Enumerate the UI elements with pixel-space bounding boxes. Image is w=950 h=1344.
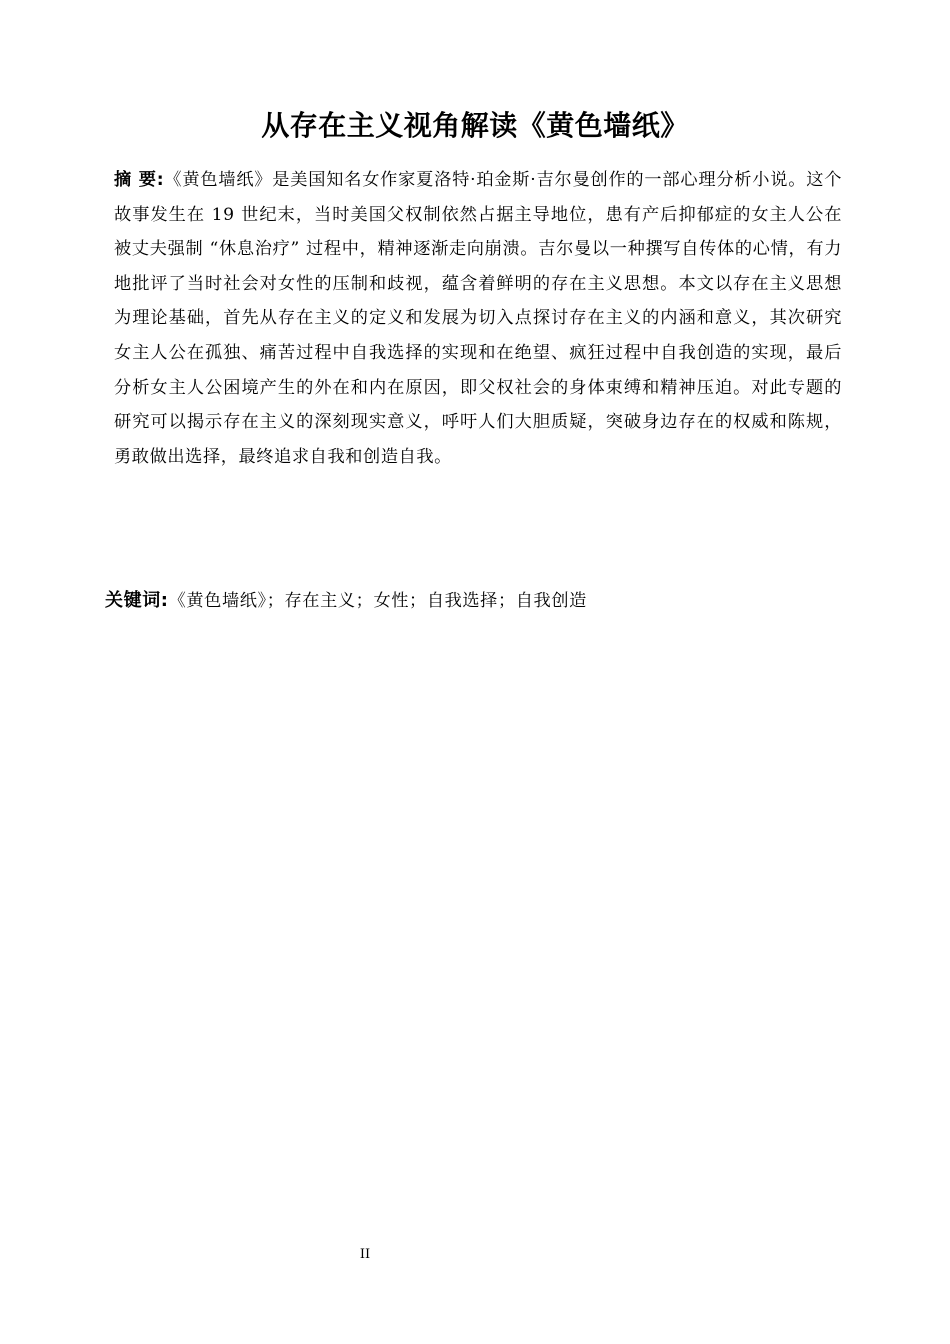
abstract-paragraph — [114, 163, 842, 474]
keywords-line — [105, 584, 845, 618]
abstract-text: 《黄色墙纸》是美国知名女作家夏洛特·珀金斯·吉尔曼创作的一部心理分析小说。这个故事发生在 19 世纪末，当时美国父权制依然占据主导地位，患有产后抑郁症的女主人公在被丈夫强制 “休息治疗” 过程中，精神逐渐走向崩溃。吉尔曼以一种撰写自传体的心情，有力地批评了当时社会对女性的压制和歧视，蕴含着鲜明的存在主义思想。本文以存在主义思想为理论基础，首先从存在主义的定义和发展为切入点探讨存在主义的内涵和意义，其次研究女主人公在孤独、痛苦过程中自我选择的实现和在绝望、疯狂过程中自我创造的实现，最后分析女主人公困境产生的外在和内在原因，即父权社会的身体束缚和精神压迫。对此专题的研究可以揭示存在主义的深刻现实意义，呼吁人们大胆质疑，突破身边存在的权威和陈规，勇敢做出选择，最终追求自我和创造自我。 — [114, 170, 842, 467]
page-title: 从存在主义视角解读《黄色墙纸》 — [261, 109, 689, 142]
keywords-label: 关键词: — [105, 590, 169, 611]
page-number: II — [359, 1247, 371, 1262]
abstract-label: 摘 要: — [114, 170, 165, 190]
keywords-text: 《黄色墙纸》；存在主义；女性；自我选择；自我创造 — [168, 591, 587, 611]
